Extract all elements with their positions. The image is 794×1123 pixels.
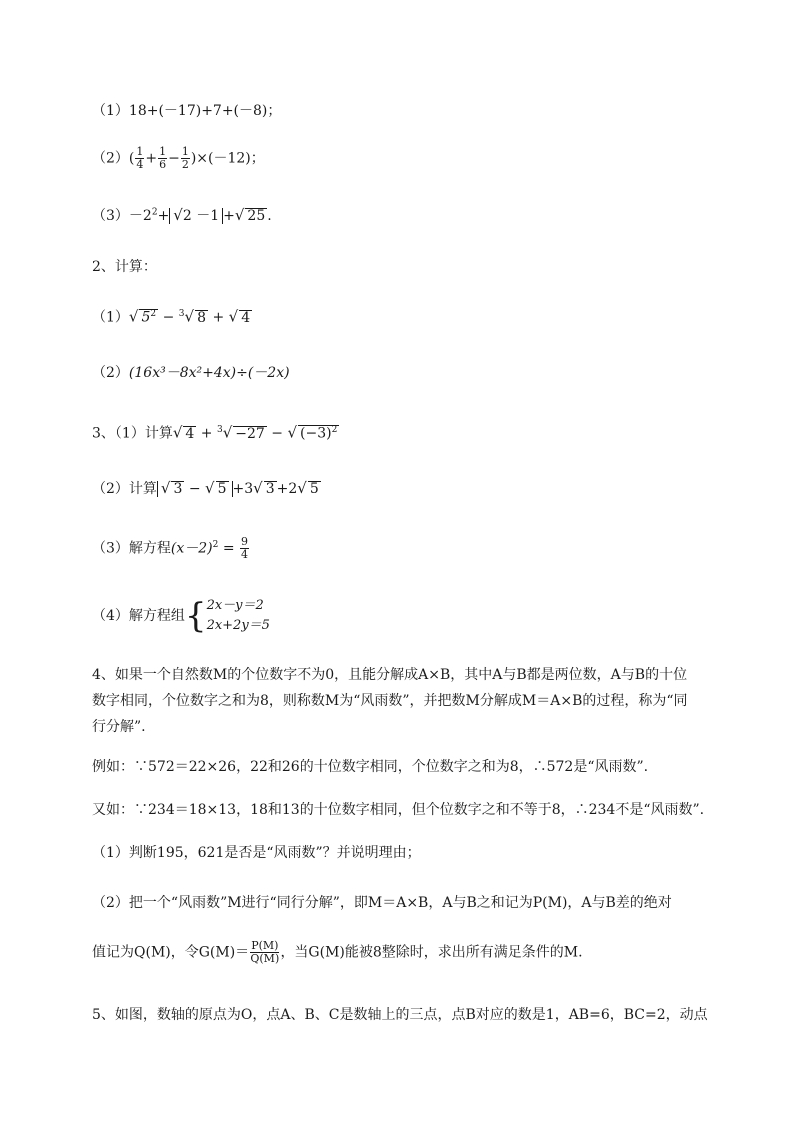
q4-part2-line2: 值记为Q(M)，令G(M)＝ $\frac{P(M)}{Q(M)}$ ，当G(M)能被8整除时，求出所有满足条件的M.: [92, 939, 583, 966]
q3-part3: （3）解方程$(x-2)^2$ = $\frac{9}{4}$: [92, 535, 249, 562]
fraction: $\frac{1}{4}$: [136, 145, 144, 172]
q4-part2-line1: （2）把一个“风雨数”M进行“同行分解”，即M＝A×B，A与B之和记为P(M)，A与B差的绝对: [92, 895, 672, 911]
q4-example1: 例如：∵572＝22×26，22和26的十位数字相同，个位数字之和为8，∴572是“风雨数”.: [92, 759, 649, 775]
fraction: $\frac{P(M)}{Q(M)}$: [250, 939, 280, 966]
q2-part2: （2）(16x³－8x²+4x)÷(－2x): [92, 365, 290, 381]
q3-part2: （2）计算 √ 3 − √ 5 +3√ 3 +2√ 5: [92, 479, 319, 497]
q3-part1: 3、（1）计算√ 4 + $^3$√ −27 − √ $(-3)^2$: [92, 423, 338, 442]
q4-statement: 4、如果一个自然数M的个位数字不为0，且能分解成A×B，其中A与B都是两位数，A与B的十位 数字相同，个位数字之和为8，则称数M为“风雨数”，并把数M分解成M＝A×B的过程，称为“同 行分解”.: [92, 667, 688, 735]
q4-example2: 又如：∵234＝18×13，18和13的十位数字相同，但个位数字之和不等于8，∴234不是“风雨数”.: [92, 802, 705, 818]
q5-statement: 5、如图，数轴的原点为O，点A、B、C是数轴上的三点，点B对应的数是1，AB=6，BC=2，动点: [92, 1007, 708, 1023]
absolute-value: √ 3 − √ 5: [157, 481, 233, 497]
q1-part2: （2）( $\frac{1}{4}$ + $\frac{1}{6}$ − $\frac{1}{2}$ )×(－12)；: [92, 145, 265, 172]
q3-part4: （4）解方程组{ 2x－y＝2 2x+2y＝5: [92, 596, 270, 637]
absolute-value: √2 －1: [169, 208, 223, 224]
fraction: $\frac{1}{6}$: [159, 145, 167, 172]
q1-part1: （1）18+(－17)+7+(－8)；: [92, 103, 282, 119]
q1-part3: $(3)-2^2+ √2 -1$ +√ 25 .: [92, 206, 272, 224]
q2-part1: （1）√ $5^2 - ^3√$ 8 + √ 4: [92, 307, 251, 326]
q2-title: 2、计算：: [92, 259, 157, 275]
fraction: $\frac{9}{4}$: [241, 535, 249, 562]
q4-part1: （1）判断195，621是否是“风雨数”？并说明理由；: [92, 845, 421, 861]
fraction: $\frac{1}{2}$: [181, 145, 189, 172]
